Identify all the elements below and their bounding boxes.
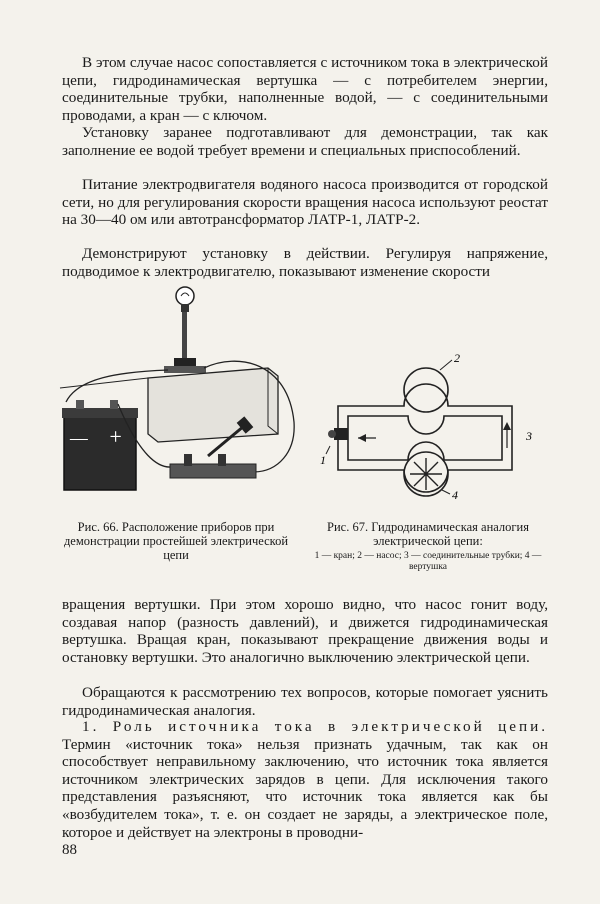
paragraph-turbine-rotation: вращения вертушки. При этом хорошо видно, что насос гонит воду, создавая напор (разность давлений), и движется гидродинамическая вертушка. Вращая кран, показывают прекращение движения воды и остановку вертушки. Это аналогично выключению электрической цепи. — [62, 596, 548, 666]
section-1-paragraph — [62, 718, 548, 841]
section-1-text: Термин «источник тока» нельзя признать удачным, так как он способствует неправильному заключению, что источник тока является источником электрических зарядов в цепи. Для исключения такого представления разъясняют, что источник тока является как бы «возбудителем тока», т. е. он создает не заряды, а электрическое поле, которое и действует на электроны в проводни- — [62, 735, 548, 841]
paragraph-preparation: Установку заранее подготавливают для демонстрации, так как заполнение ее водой требует времени и специальных приспособлений. — [62, 124, 548, 159]
battery-plus-label: + — [108, 424, 123, 449]
label-1: 1 — [320, 453, 326, 467]
figure-67-caption: Рис. 67. Гидродинамическая аналогия электрической цепи: — [327, 520, 529, 548]
battery-icon — [64, 414, 136, 490]
label-3: 3 — [526, 429, 532, 443]
label-4: 4 — [452, 488, 458, 502]
figure-66-caption: Рис. 66. Расположение приборов при демонстрации простейшей электрической цепи — [63, 520, 289, 562]
figure-66-illustration — [58, 282, 298, 510]
figure-67-diagram — [316, 350, 548, 502]
paragraph-analogy: В этом случае насос сопоставляется с источником тока в электрической цепи, гидродинамическая вертушка — с потребителем энергии, соединительные трубки, наполненные водой, — с соединительными проводами, а кран — с ключом. — [62, 54, 548, 124]
figure-67-legend: 1 — кран; 2 — насос; 3 — соединительные трубки; 4 — вертушка — [314, 551, 542, 572]
paragraph-demonstration: Демонстрируют установку в действии. Регулируя напряжение, подводимое к электродвигателю, показывают изменение скорости — [62, 245, 548, 280]
paragraph-questions: Обращаются к рассмотрению тех вопросов, которые помогает уяснить гидродинамическая аналогия. — [62, 684, 548, 719]
knife-switch-icon — [170, 464, 256, 478]
section-1-heading: 1. Роль источника тока в электрической цепи. — [82, 718, 548, 735]
battery-minus-label: — — [70, 427, 88, 449]
bulb-icon — [176, 287, 194, 305]
valve-icon — [334, 428, 348, 440]
label-2: 2 — [454, 351, 460, 365]
paragraph-power-supply: Питание электродвигателя водяного насоса производится от городской сети, но для регулирования скорости вращения насоса используют реостат на 30—40 ом или автотрансформатор ЛАТР-1, ЛАТР-2. — [62, 176, 548, 229]
page-number: 88 — [62, 842, 77, 858]
